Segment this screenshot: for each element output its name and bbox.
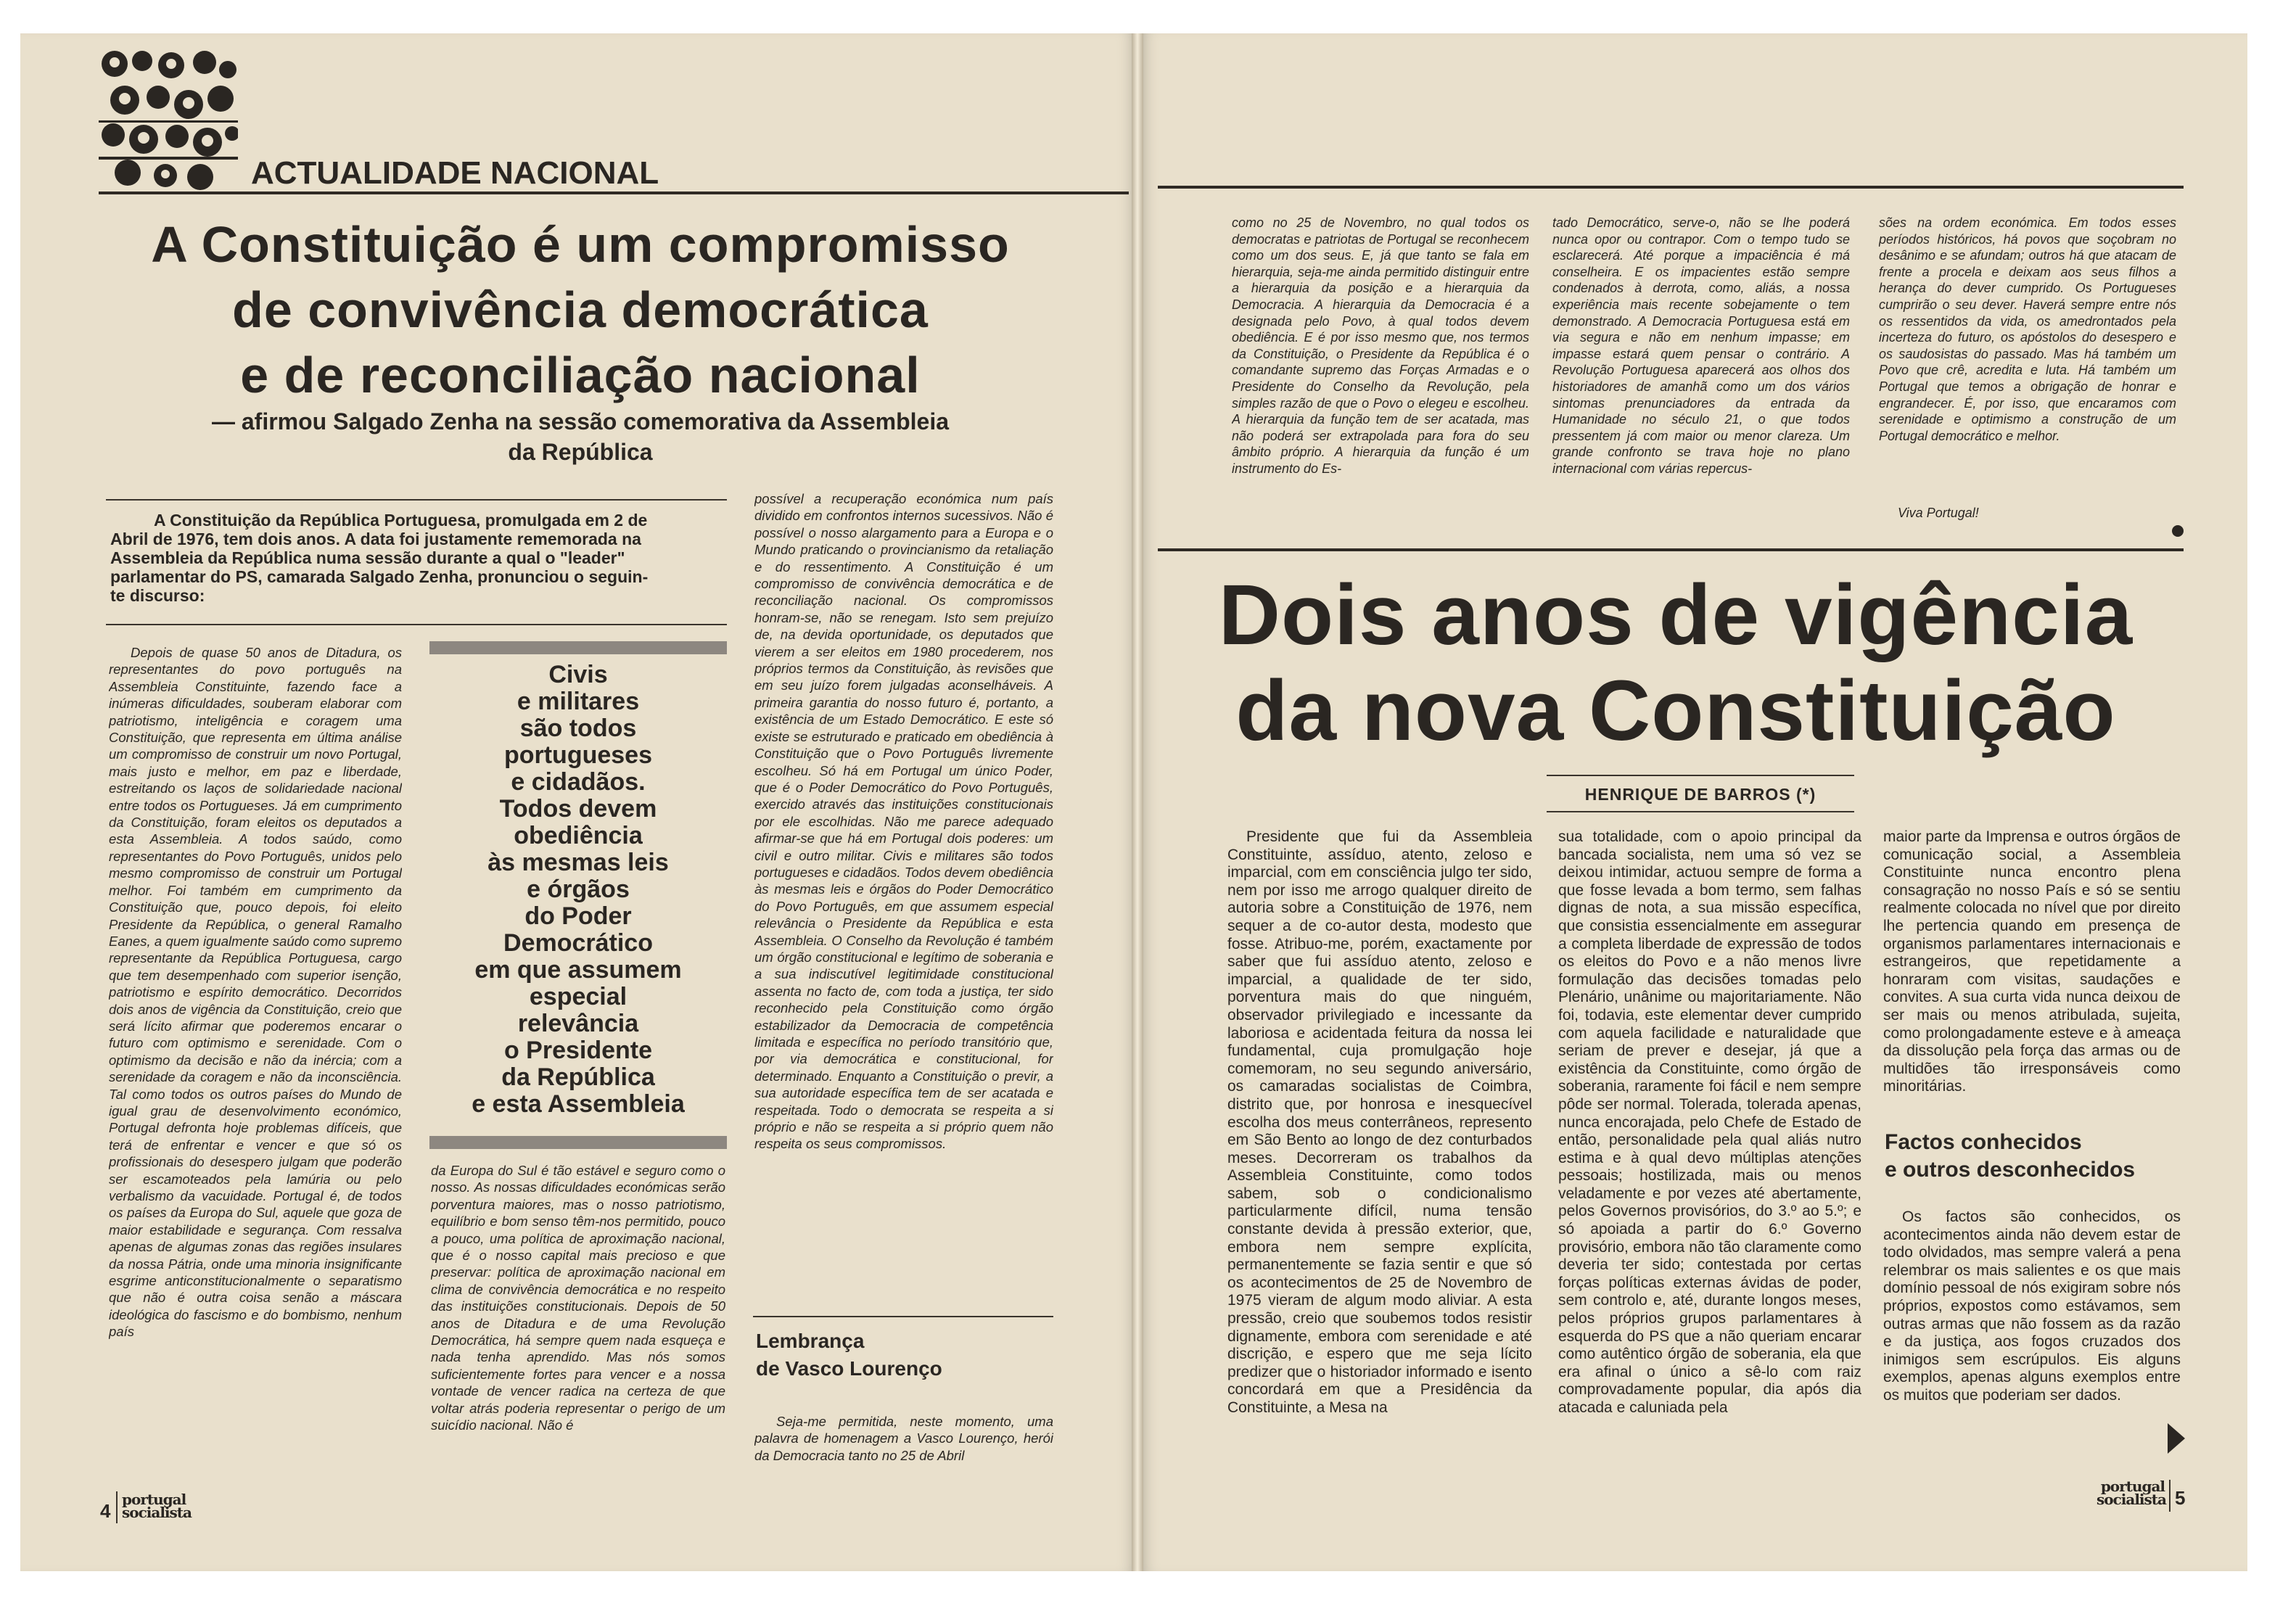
headline	[1190, 567, 2162, 759]
headline-line: Dois anos de vigência	[1218, 567, 2134, 663]
headline-line: da nova Constituição	[1235, 663, 2116, 759]
intro-rule-top	[106, 499, 727, 501]
section-rule	[99, 192, 1129, 194]
byline-rule-top	[1547, 775, 1854, 776]
page-number: 5	[2175, 1487, 2186, 1509]
subhead-factos: Factos conhecidos e outros desconhecidos	[1885, 1130, 2136, 1182]
page-number: 4	[100, 1500, 111, 1522]
section-label: ACTUALIDADE NACIONAL	[251, 155, 659, 191]
subhead-rule	[753, 1316, 1053, 1317]
mid-rule-right	[1158, 548, 2184, 551]
spine	[1132, 33, 1143, 1571]
headline-line: A Constituição é um compromisso	[151, 216, 1010, 273]
byline: HENRIQUE DE BARROS (*)	[1584, 785, 1816, 804]
column-text-3-end: Seja-me permitida, neste momento, uma palavra de homenagem a Vasco Lourenço, herói da Democracia tanto no 25 de Abril	[754, 1414, 1053, 1463]
headline	[87, 212, 1074, 408]
headline-line: e de reconciliação nacional	[240, 347, 921, 403]
intro-paragraph: A Constituição da República Portuguesa, promulgada em 2 de Abril de 1976, tem dois anos. A data foi justamente rememorada na Assembleia da República numa sessão durante a qual o "leader" parlamentar do PS, camarada Salgado Zenha, pronunciou o seguin- te discurso:	[110, 511, 649, 605]
folio-divider	[116, 1491, 118, 1523]
intro-rule-bottom	[106, 624, 727, 625]
subtitle	[87, 406, 1074, 467]
folio-divider	[2169, 1480, 2170, 1512]
sign-off: Viva Portugal!	[1898, 506, 1979, 520]
column-text-body-3-end: Os factos são conhecidos, os acontecimentos ainda não devem estar de todo olvidados, mas sempre valerá a pena relembrar os mais salientes e os que mais domínio pessoal de nós exigiram sobre nós próprios, expostos como estávamos, sem outras armas que não fossem as da razão e da justiça, aos fogos cruzados dos inimigos sem escrúpulos. Eis alguns exemplos, apenas alguns exemplos entre os muitos que poderiam ser dados.	[1883, 1208, 2181, 1404]
subtitle-line: da República	[508, 439, 653, 465]
publication-logo: portugal socialista	[2097, 1478, 2166, 1508]
publication-logo: portugal socialista	[122, 1491, 192, 1521]
bullet-dot-icon	[2172, 525, 2184, 537]
photo-collage-icon	[99, 48, 238, 190]
pull-quote-bar-bottom	[429, 1136, 727, 1149]
continue-arrow-icon	[2168, 1423, 2185, 1454]
column-text-2: tado Democrático, serve-o, não se lhe poderá nunca opor ou contrapor. Com o tempo tudo se esclarecerá. Até porque a impaciência é má conselheira. E os impacientes estão sempre condenados à derrota, como, aliás, a nossa experiência mais recente sobejamente o tem demonstrado. A Democracia Portuguesa está em via segura e não em nenhum impasse; em impasse estará quem pensar o contrário. A Revolução Portuguesa aparecerá aos olhos dos historiadores de amanhã como um dos vários sintomas prenunciadores da entrada da Humanidade no século 21, o que todos pressentem já com maior ou menor clareza. Um grande confronto se trava hoje no plano internacional com várias repercus-	[1552, 215, 1850, 476]
subhead-lembranca: Lembrança de Vasco Lourenço	[756, 1330, 942, 1380]
headline-line: de convivência democrática	[232, 281, 929, 338]
byline-rule-bottom	[1547, 811, 1854, 812]
top-rule-right	[1158, 186, 2184, 189]
column-text-body-2: sua totalidade, com o apoio principal da bancada socialista, nem uma só vez se deixou intimidar, actuou sempre de forma a que fosse levada a bom termo, sem falhas dignas de nota, a sua missão específica, que consistia essencialmente em assegurar a completa liberdade de expressão de todos os eleitos do Povo e a não menos livre formulação das decisões tomadas pelo Plenário, unânime ou majoritariamente. Não foi, todavia, este elementar dever cumprido com aquela facilidade e naturalidade que seriam de prever e desejar, já que a existência da Constituinte, como órgão de soberania, raramente foi fácil e nem sempre pôde ser normal. Tolerada, tolerada apenas, nunca encorajada, pelo Chefe de Estado de então, personalidade pela qual aliás nutro estima e à qual devo múltiplas atenções pessoais; hostilizada, mais ou menos veladamente e por vezes até abertamente, pelos Governos provisórios, do 3.º ao 5.º; e só apoiada a partir do 6.º Governo provisório, embora não tão claramente como deveria ter sido; contestada por certas forças políticas externas ávidas de poder, sem controlo e, até, durante longos meses, pelos próprios grupos parlamentares à esquerda do PS que a não queriam encarar como autêntico órgão de soberania, ela que era afinal o único a sê-lo com raiz comprovadamente popular, dia após dia atacada e caluniada pela	[1558, 828, 1861, 1416]
column-text-1: como no 25 de Novembro, no qual todos os democratas e patriotas de Portugal se reconhecem como um dos seus. E, já que tanto se fala em hierarquia, seja-me ainda permitido distinguir entre a hierarquia da posição e a hierarquia da Democracia. A hierarquia da Democracia é a designada pelo Povo, à qual todos devem obediência. E é por isso mesmo que, nos termos da Constituição, o Presidente da República é o comandante supremo das Forças Armadas e o Presidente do Conselho da Revolução, pela simples razão de que o Povo o elegeu e escolheu. A hierarquia da função tem de ser acatada, mas não poderá ser extrapolada para fora do seu âmbito próprio. A hierarquia da função é um instrumento do Es-	[1232, 215, 1529, 476]
pull-quote: Civis e militares são todos portugueses e cidadãos. Todos devem obediência às mesmas leis e órgãos do Poder Democrático em que assumem especial relevância o Presidente da República e esta Assembleia	[472, 661, 685, 1118]
column-text-3: sões na ordem económica. Em todos esses períodos históricos, há povos que soçobram no desânimo e se afundam; outros há que atacam de frente a procela e deixam aos seus filhos a herança do dever cumprido. Os Portugueses cumprirão o seu dever. Haverá sempre entre nós os ressentidos da vida, os amedrontados pela incerteza do futuro, os apóstolos do desespero e os saudosistas do passado. Mas há também um Povo que crê, acredita e luta. Há também um Portugal que temos a obrigação de honrar e engrandecer. É, por isso, que encaramos com serenidade e optimismo a construção de um Portugal democrático e melhor.	[1879, 215, 2176, 443]
column-text-1: Depois de quase 50 anos de Ditadura, os representantes do povo português na Assembleia Constituinte, fazendo face a inúmeras dificuldades, souberam elaborar com patriotismo, inteligência e coragem uma Constituição, que representa em última análise um compromisso de construir um novo Portugal, mais justo e melhor, em paz e liberdade, estreitando os laços de solidariedade nacional entre todos os Portugueses. Já em cumprimento da Constituição, foram eleitos os deputados a esta Assembleia. A todos saúdo, como representantes do Povo Português, unidos pelo mesmo compromisso de construir um Portugal melhor. Foi também em cumprimento da Constituição que, pouco depois, foi eleito Presidente da República, o general Ramalho Eanes, a quem igualmente saúdo como supremo representante da República Portuguesa, cargo que tem desempenhado com superior isenção, patriotismo e espírito democrático. Decorridos dois anos de vigência da Constituição, creio que será lícito afirmar que poderemos encarar o futuro com optimismo e serenidade. Com o optimismo da decisão e não da inércia; com a serenidade da coragem e não da inconsciência. Tal como todos os outros países do Mundo de igual grau de desenvolvimento económico, Portugal defronta hoje problemas difíceis, que terá de enfrentar e vencer e que só os profissionais do desespero julgam que poderão ser escamoteados pela lamúria ou pelo verbalismo da vacuidade. Portugal é, de todos os países da Europa do Sul, aquele que goza de maior estabilidade e segurança. Com ressalva apenas de algumas zonas das regiões insulares da nossa Pátria, onde uma minoria insignificante esgrime anticonstitucionalmente o separatismo que não é outra coisa senão a máscara ideológica do fascismo e do bombismo, nenhum país	[109, 645, 402, 1340]
column-text-body-1: Presidente que fui da Assembleia Constituinte, assíduo, atento, zeloso e imparcial, com em consciência julgo ter sido, nem por isso me arrogo qualquer direito de autoria sobre a Constituição de 1976, nem sequer a de co-autor desta, modesto que fosse. Atribuo-me, porém, exactamente por saber que fui assíduo atento, zeloso e imparcial, a qualidade de ter sido, porventura mais do que ninguém, observador privilegiado e incessante da laboriosa e acidentada feitura da nossa lei fundamental, cuja promulgação hoje comemoram, no seu segundo aniversário, os camaradas socialistas de Coimbra, distrito que, por honrosa e inesquecível escolha dos meus conterrâneos, represento em São Bento ao longo de dez conturbados meses. Decorreram os trabalhos da Assembleia Constituinte, como todos sabem, sob o condicionalismo particularmente difícil, numa tensão constante devida à pressão exterior, que, embora nem sempre explícita, permanentemente se fazia sentir e que só os acontecimentos de 25 de Novembro de 1975 vieram de algum modo aliviar. A esta pressão, creio que soubemos todos resistir dignamente, embora com serenidade e até discrição, e espero que me seja lícito predizer que o historiador informado e isento concordará em que a Presidência da Constituinte, a Mesa na	[1227, 828, 1532, 1416]
column-text-3: possível a recuperação económica num país dividido em confrontos internos sucessivos. Não é possível o nosso alargamento para a Europa e o Mundo praticando o provincianismo da retaliação e do ressentimento. A Constituição é um compromisso de convivência democrática e de reconciliação nacional. Os compromissos honram-se, não se renegam. Isto sem prejuízo de, na devida oportunidade, os deputados que vierem a ser eleitos em 1980 procederem, nos próprios termos da Constituição, às revisões que em seu juízo forem julgadas aconselháveis. A primeira garantia do nosso futuro é, portanto, a existência de um Estado Democrático. E este só existe se estruturado e praticado em obediência à Constituição que o Povo Português livremente escolheu. Só há em Portugal um único Poder, que é o Poder Democrático do Povo Português, exercido através das instituições constitucionais por ele escolhidas. Não me parece adequado afirmar-se que há em Portugal dois poderes: um civil e outro militar. Civis e militares são todos portugueses e cidadãos. Todos devem obediência às mesmas leis e órgãos do Poder Democrático do Povo Português, em que assumem especial relevância o Presidente da República e esta Assembleia. O Conselho da Revolução é também um órgão constitucional e legítimo de soberania e a sua indiscutível legitimidade constitucional assenta no facto de, com toda a justiça, ter sido reconhecido pela Constituição como órgão estabilizador da Democracia de competência limitada e específica no período transitório que, por via democrática e constitucional, for determinado. Enquanto a Constituição o previr, a sua autoridade específica tem de ser acatada e respeitada. Todo o democrata se respeita a si próprio e não se respeita a si próprio quem não respeita os seus compromissos.	[754, 491, 1053, 1152]
pull-quote-bar-top	[429, 641, 727, 654]
subtitle-line: — afirmou Salgado Zenha na sessão comemorativa da Assembleia	[211, 408, 950, 435]
column-text-body-3: maior parte da Imprensa e outros órgãos de comunicação social, a Assembleia Constituinte nunca encontro plena consagração no nosso País e só se sentiu realmente colocada no nível que por direito lhe pertencia quando em presença de organismos parlamentares internacionais e estrangeiros, que repetidamente a honraram com visitas, saudações e convites. A sua curta vida nunca deixou de ser mais ou menos atribulada, sujeita, como prolongadamente esteve e à ameaça da dissolução pela força das armas ou de multidões tão irresponsáveis como minoritárias.	[1883, 828, 2181, 1095]
column-text-2: da Europa do Sul é tão estável e seguro como o nosso. As nossas dificuldades económicas serão porventura maiores, mas o nosso patriotismo, equilíbrio e bom senso têm-nos permitido, pouco a pouco, uma política de aproximação nacional, que é o nosso capital mais precioso e que preservar: política de aproximação nacional em clima de convivência democrática e no respeito das instituições constitucionais. Depois de 50 anos de Ditadura e de uma Revolução Democrática, há sempre quem nada esqueça e nada tenha aprendido. Mas nós somos suficientemente fortes para vencer e a nossa vontade de vencer radica na certeza de que voltar atrás poderia representar o perigo de um suicídio nacional. Não é	[431, 1163, 725, 1433]
